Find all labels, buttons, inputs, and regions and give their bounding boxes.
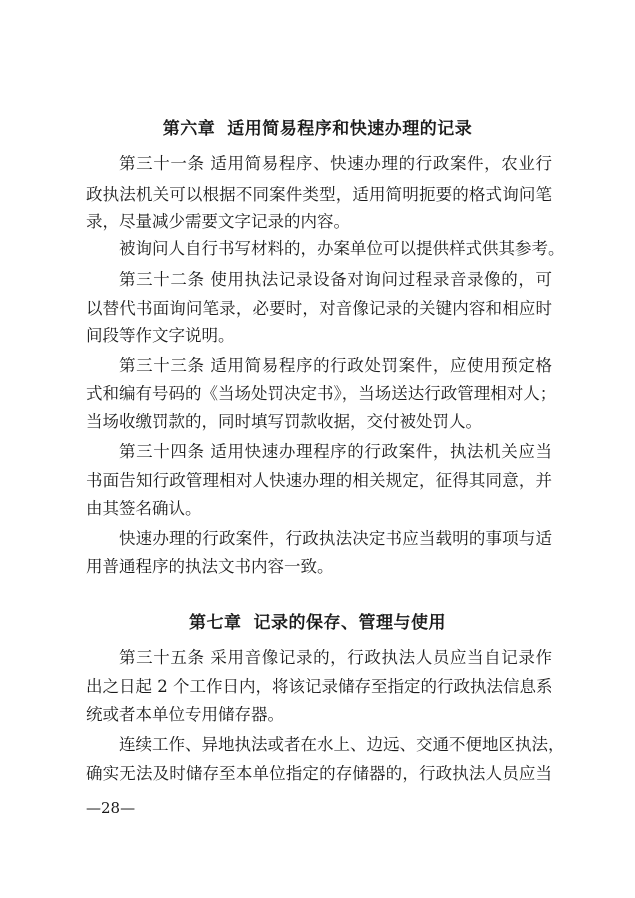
article-32-line-1: 第三十二条 使用执法记录设备对询问过程录音录像的，可 [119, 270, 552, 289]
article-34-line-3: 由其签名确认。 [86, 499, 202, 518]
article-33-line-1: 第三十三条 适用简易程序的行政处罚案件，应使用预定格 [119, 356, 552, 375]
article-32-line-2: 以替代书面询问笔录，必要时，对音像记录的关键内容和相应时 [86, 299, 552, 318]
article-34-paragraph-2-line-1: 快速办理的行政案件，行政执法决定书应当载明的事项与适 [119, 529, 552, 548]
chapter-6-title: 适用简易程序和快速办理的记录 [227, 119, 473, 139]
article-34-line-2: 书面告知行政管理相对人快速办理的相关规定，征得其同意，并 [86, 471, 552, 490]
article-34-paragraph-2-line-2: 用普通程序的执法文书内容一致。 [86, 557, 334, 576]
article-33-line-2: 式和编有号码的《当场处罚决定书》，当场送达行政管理相对人； [86, 384, 557, 403]
chapter-6-number: 第六章 [162, 119, 216, 139]
article-33-line-3: 当场收缴罚款的，同时填写罚款收据，交付被处罚人。 [86, 412, 482, 431]
article-31-line-2: 政执法机关可以根据不同案件类型，适用简明扼要的格式询问笔 [86, 185, 552, 204]
chapter-7-number: 第七章 [189, 613, 242, 633]
article-35-paragraph-2-line-2: 确实无法及时储存至本单位指定的存储器的，行政执法人员应当 [86, 764, 552, 783]
chapter-6-heading [0, 119, 635, 139]
page-number: —28— [86, 799, 136, 817]
chapter-7-heading [0, 613, 635, 633]
article-31-line-1: 第三十一条 适用简易程序、快速办理的行政案件，农业行 [119, 154, 552, 173]
article-35-line-3: 统或者本单位专用储存器。 [86, 705, 284, 724]
article-34-line-1: 第三十四条 适用快速办理程序的行政案件，执法机关应当 [119, 442, 552, 461]
chapter-7-title: 记录的保存、管理与使用 [253, 613, 446, 633]
article-35-line-1: 第三十五条 采用音像记录的，行政执法人员应当自记录作 [119, 648, 552, 667]
article-35-paragraph-2-line-1: 连续工作、异地执法或者在水上、边远、交通不便地区执法， [119, 735, 565, 754]
article-31-line-3: 录，尽量减少需要文字记录的内容。 [86, 212, 350, 231]
article-35-line-2: 出之日起 2 个工作日内，将该记录储存至指定的行政执法信息系 [86, 677, 553, 696]
article-31-paragraph-2: 被询问人自行书写材料的，办案单位可以提供样式供其参考。 [119, 239, 565, 258]
article-32-line-3: 间段等作文字说明。 [86, 326, 235, 345]
